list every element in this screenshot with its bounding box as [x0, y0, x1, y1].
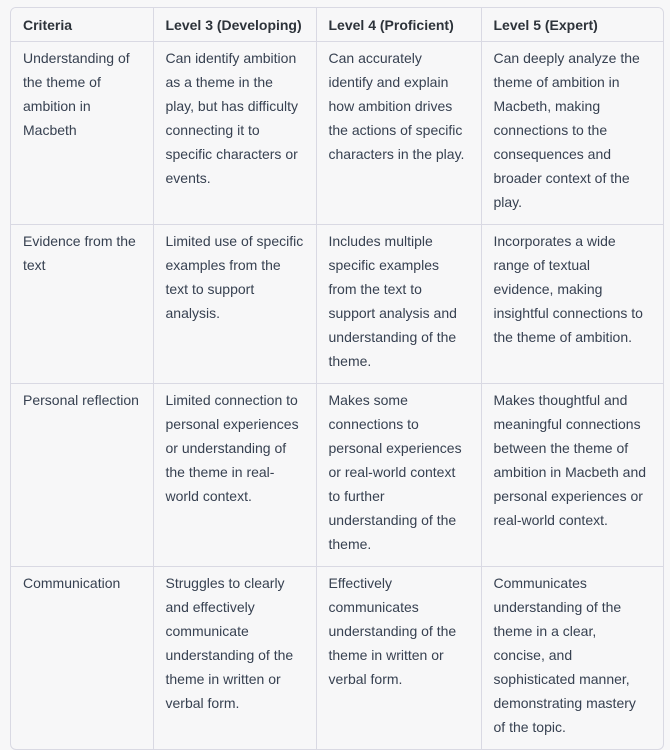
cell-level-4: Can accurately identify and explain how ambition drives the actions of specific characters in the play.	[316, 42, 481, 225]
table-row	[11, 567, 663, 750]
cell-criteria: Evidence from the text	[11, 225, 153, 384]
cell-level-3: Limited use of specific examples from the text to support analysis.	[153, 225, 316, 384]
cell-criteria: Personal reflection	[11, 384, 153, 567]
header-level-5: Level 5 (Expert)	[481, 8, 663, 42]
cell-level-3: Limited connection to personal experiences or understanding of the theme in real-world context.	[153, 384, 316, 567]
table-row	[11, 225, 663, 384]
cell-level-5: Communicates understanding of the theme in a clear, concise, and sophisticated manner, demonstrating mastery of the topic.	[493, 575, 636, 735]
cell-level-5: Can deeply analyze the theme of ambition in Macbeth, making connections to the consequences and broader context of the play.	[481, 42, 663, 225]
cell-level-3: Can identify ambition as a theme in the play, but has difficulty connecting it to specific characters or events.	[153, 42, 316, 225]
header-row	[11, 8, 663, 42]
table-row	[11, 384, 663, 567]
cell-criteria: Understanding of the theme of ambition in Macbeth	[11, 42, 153, 225]
header-criteria: Criteria	[11, 8, 153, 42]
header-level-4: Level 4 (Proficient)	[316, 8, 481, 42]
table-body	[11, 42, 663, 750]
rubric-table	[11, 8, 663, 749]
table-header	[11, 8, 663, 42]
cell-level-3: Struggles to clearly and effectively communicate understanding of the theme in written or verbal form.	[153, 567, 316, 750]
cell-criteria: Communication	[11, 567, 153, 750]
table-row	[11, 42, 663, 225]
cell-level-5: Incorporates a wide range of textual evidence, making insightful connections to the theme of ambition.	[481, 225, 663, 384]
cell-level-4: Makes some connections to personal experiences or real-world context to further understanding of the theme.	[316, 384, 481, 567]
header-level-3: Level 3 (Developing)	[153, 8, 316, 42]
rubric-table-container	[10, 7, 664, 750]
cell-level-4: Includes multiple specific examples from the text to support analysis and understanding of the theme.	[316, 225, 481, 384]
cell-level-5: Makes thoughtful and meaningful connections between the theme of ambition in Macbeth and personal experiences or real-world context.	[481, 384, 663, 567]
cell-level-4: Effectively communicates understanding of the theme in written or verbal form.	[316, 567, 481, 750]
